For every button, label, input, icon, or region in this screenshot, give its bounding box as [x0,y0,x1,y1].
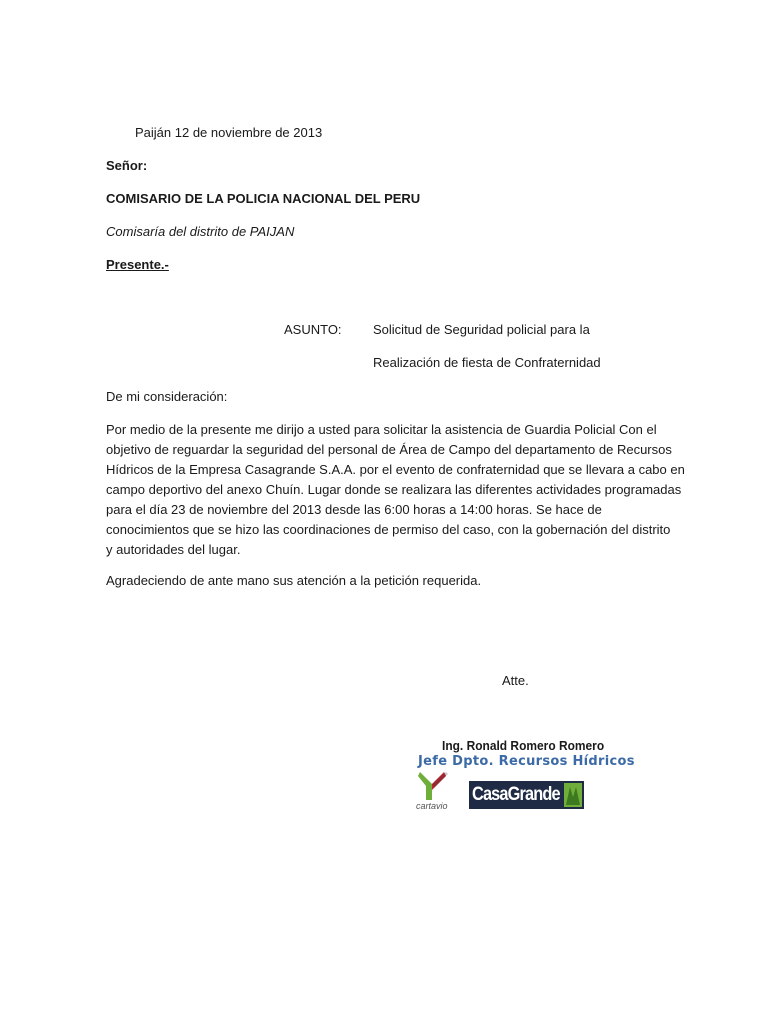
greeting: De mi consideración: [106,389,228,404]
recipient: COMISARIO DE LA POLICIA NACIONAL DEL PERU [106,191,421,206]
closing-paragraph: Agradeciendo de ante mano sus atención a la petición requerida. [106,573,482,588]
body-line: Por medio de la presente me dirijo a usted para solicitar la asistencia de Guardia Policial Con el [106,422,657,437]
body-line: conocimientos que se hizo las coordinaciones de permiso del caso, con la gobernación del distrito [106,522,671,537]
body-paragraph [106,420,685,560]
body-line: Hídricos de la Empresa Casagrande S.A.A. por el evento de confraternidad que se llevara a cabo en [106,462,685,477]
body-line: objetivo de reguardar la seguridad del personal de Área de Campo del departamento de Recursos [106,442,672,457]
recipient-office: Comisaría del distrito de PAIJAN [106,224,295,239]
body-line: campo deportivo del anexo Chuín. Lugar donde se realizara las diferentes actividades programadas [106,482,682,497]
signer-name: Ing. Ronald Romero Romero [442,738,605,753]
casagrande-label: CasaGrande [472,784,560,805]
presente: Presente.- [106,257,169,272]
signer-title: Jefe Dpto. Recursos Hídricos [418,754,635,769]
subject-label: ASUNTO: [284,322,342,337]
casagrande-logo [469,781,584,809]
subject-line-2: Realización de fiesta de Confraternidad [373,355,601,370]
atte: Atte. [502,673,529,688]
subject-line-1: Solicitud de Seguridad policial para la [373,322,590,337]
date-line: Paiján 12 de noviembre de 2013 [135,125,323,140]
cartavio-logo [416,770,466,812]
body-line: y autoridades del lugar. [106,542,241,557]
cartavio-label: cartavio [416,801,448,811]
cartavio-leaf-icon [416,770,466,802]
salutation: Señor: [106,158,148,173]
body-line: para el día 23 de noviembre del 2013 desde las 6:00 horas a 14:00 horas. Se hace de [106,502,602,517]
casagrande-leaf-icon [564,783,582,807]
